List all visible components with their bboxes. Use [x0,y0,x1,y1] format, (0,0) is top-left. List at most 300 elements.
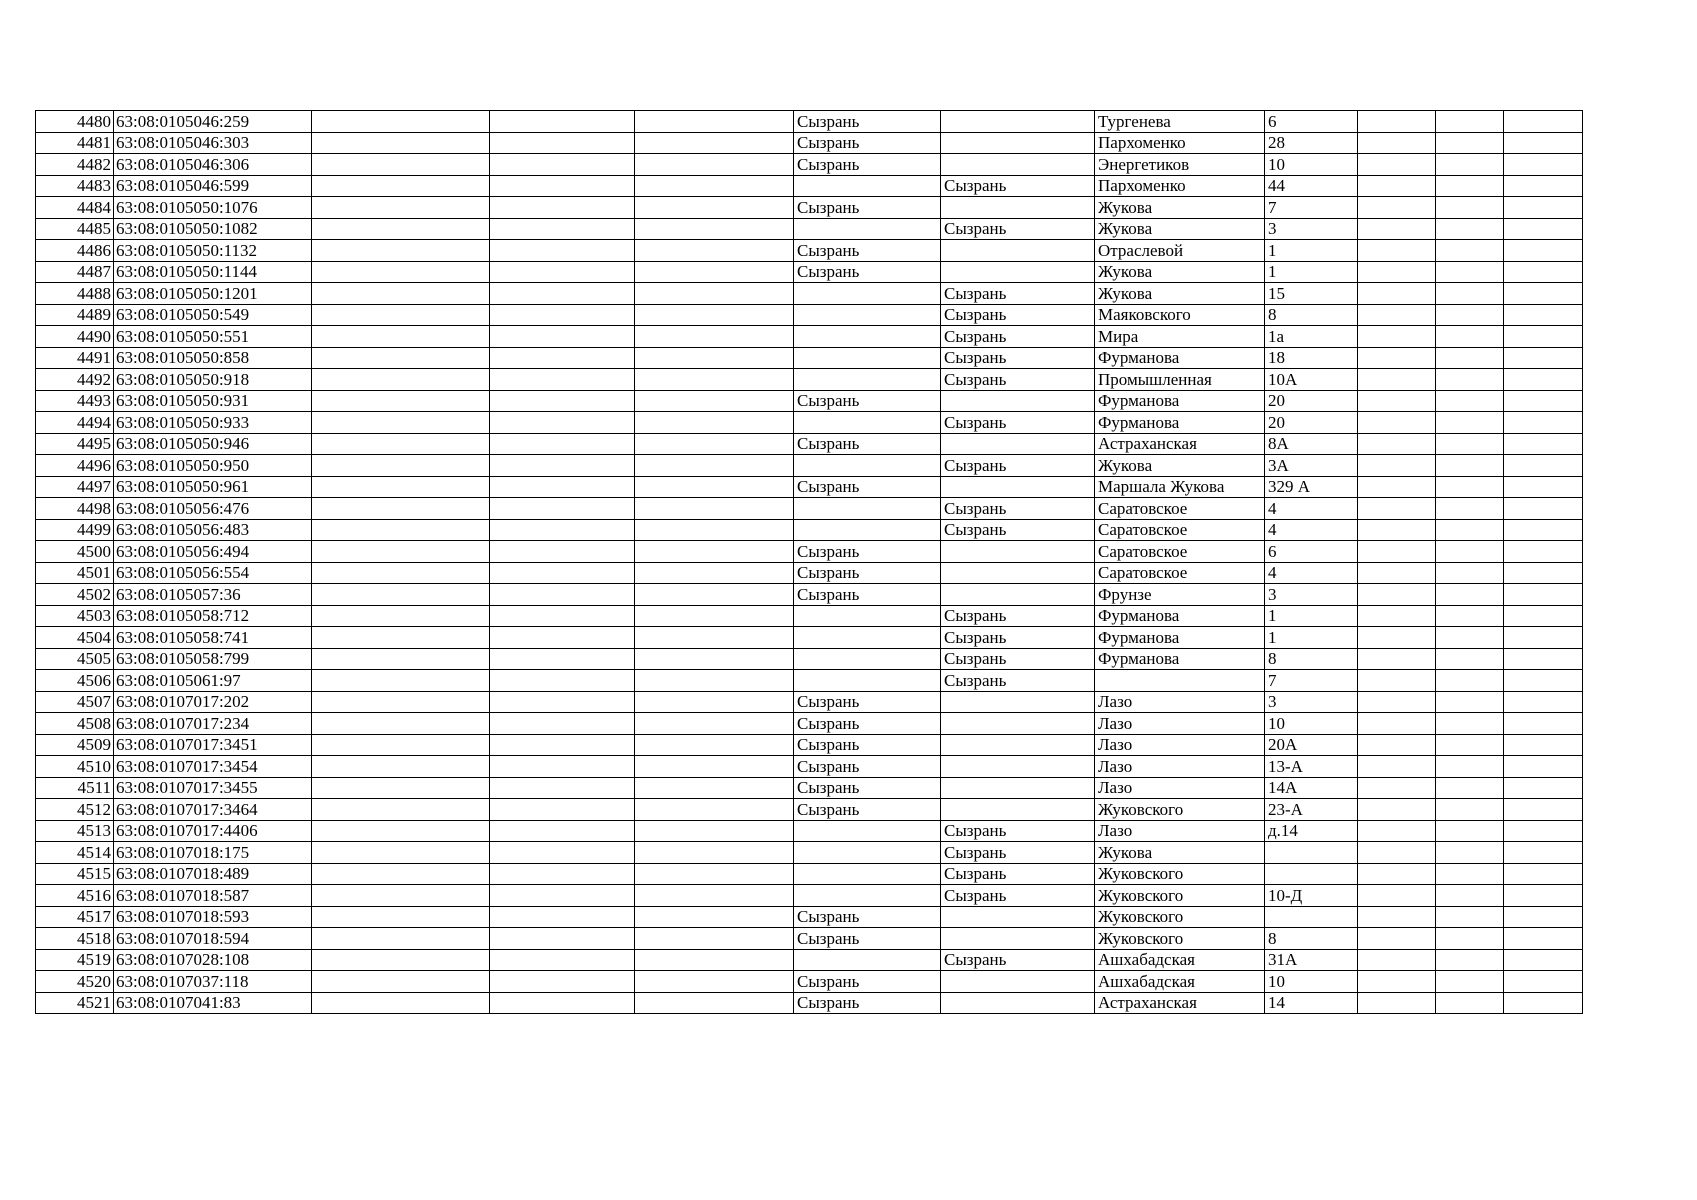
col-11-cell [1436,756,1504,778]
house-number-cell: 23-А [1265,799,1358,821]
street-cell: Лазо [1095,820,1265,842]
col-12-cell [1504,992,1583,1014]
city-a-cell: Сызрань [794,433,941,455]
col-12-cell [1504,670,1583,692]
col-10-cell [1358,928,1436,950]
house-number-cell: 18 [1265,347,1358,369]
col-5-cell [635,132,794,154]
col-12-cell [1504,132,1583,154]
city-a-cell: Сызрань [794,562,941,584]
col-11-cell [1436,992,1504,1014]
col-10-cell [1358,863,1436,885]
city-a-cell: Сызрань [794,906,941,928]
col-11-cell [1436,605,1504,627]
col-10-cell [1358,154,1436,176]
row-number-cell: 4493 [36,390,114,412]
col-5-cell [635,928,794,950]
cadastral-number-cell: 63:08:0107018:593 [114,906,312,928]
col-5-cell [635,218,794,240]
house-number-cell: 1 [1265,627,1358,649]
row-number-cell: 4508 [36,713,114,735]
col-5-cell [635,519,794,541]
table-row [36,949,1583,971]
col-5-cell [635,820,794,842]
city-b-cell [941,111,1095,133]
col-10-cell [1358,433,1436,455]
house-number-cell: 1 [1265,605,1358,627]
table-row [36,218,1583,240]
table-row [36,261,1583,283]
city-b-cell [941,261,1095,283]
house-number-cell [1265,842,1358,864]
table-row [36,928,1583,950]
col-11-cell [1436,906,1504,928]
house-number-cell: 20 [1265,390,1358,412]
col-5-cell [635,154,794,176]
city-a-cell [794,326,941,348]
table-row [36,476,1583,498]
table-body [36,111,1583,1014]
city-a-cell [794,304,941,326]
street-cell: Жукова [1095,197,1265,219]
city-b-cell: Сызрань [941,863,1095,885]
house-number-cell: 6 [1265,111,1358,133]
street-cell: Фрунзе [1095,584,1265,606]
col-11-cell [1436,842,1504,864]
col-12-cell [1504,971,1583,993]
house-number-cell: 10-Д [1265,885,1358,907]
col-11-cell [1436,713,1504,735]
row-number-cell: 4486 [36,240,114,262]
col-10-cell [1358,605,1436,627]
cadastral-number-cell: 63:08:0107017:202 [114,691,312,713]
col-12-cell [1504,928,1583,950]
col-5-cell [635,562,794,584]
street-cell: Жуковского [1095,863,1265,885]
col-5-cell [635,433,794,455]
col-10-cell [1358,476,1436,498]
city-a-cell [794,519,941,541]
col-11-cell [1436,433,1504,455]
cadastral-number-cell: 63:08:0105050:1201 [114,283,312,305]
col-4-cell [490,283,635,305]
col-12-cell [1504,713,1583,735]
city-a-cell [794,218,941,240]
col-11-cell [1436,799,1504,821]
row-number-cell: 4491 [36,347,114,369]
col-12-cell [1504,498,1583,520]
col-11-cell [1436,175,1504,197]
street-cell: Жуковского [1095,906,1265,928]
col-4-cell [490,175,635,197]
col-4-cell [490,777,635,799]
col-12-cell [1504,605,1583,627]
table-row [36,584,1583,606]
row-number-cell: 4510 [36,756,114,778]
city-b-cell [941,197,1095,219]
street-cell: Саратовское [1095,562,1265,584]
house-number-cell: 4 [1265,498,1358,520]
col-11-cell [1436,820,1504,842]
street-cell: Фурманова [1095,347,1265,369]
col-4-cell [490,799,635,821]
street-cell: Саратовское [1095,519,1265,541]
street-cell: Астраханская [1095,433,1265,455]
col-4-cell [490,691,635,713]
street-cell: Энергетиков [1095,154,1265,176]
col-5-cell [635,347,794,369]
city-a-cell: Сызрань [794,713,941,735]
city-b-cell [941,240,1095,262]
col-5-cell [635,777,794,799]
row-number-cell: 4509 [36,734,114,756]
city-a-cell [794,648,941,670]
col-12-cell [1504,885,1583,907]
col-5-cell [635,627,794,649]
col-12-cell [1504,863,1583,885]
cadastral-number-cell: 63:08:0105046:303 [114,132,312,154]
house-number-cell: 31А [1265,949,1358,971]
cadastral-number-cell: 63:08:0105058:799 [114,648,312,670]
col-4-cell [490,648,635,670]
table-row [36,347,1583,369]
street-cell: Жуковского [1095,885,1265,907]
row-number-cell: 4506 [36,670,114,692]
city-b-cell: Сызрань [941,885,1095,907]
city-b-cell: Сызрань [941,949,1095,971]
street-cell [1095,670,1265,692]
row-number-cell: 4502 [36,584,114,606]
row-number-cell: 4521 [36,992,114,1014]
col-10-cell [1358,627,1436,649]
city-b-cell [941,541,1095,563]
col-11-cell [1436,670,1504,692]
col-3-cell [312,476,490,498]
col-3-cell [312,369,490,391]
cadastral-number-cell: 63:08:0105058:712 [114,605,312,627]
col-12-cell [1504,541,1583,563]
col-5-cell [635,412,794,434]
house-number-cell: 3А [1265,455,1358,477]
col-3-cell [312,670,490,692]
city-a-cell [794,949,941,971]
col-3-cell [312,799,490,821]
city-a-cell [794,627,941,649]
col-5-cell [635,390,794,412]
city-b-cell [941,562,1095,584]
col-10-cell [1358,713,1436,735]
row-number-cell: 4513 [36,820,114,842]
col-3-cell [312,304,490,326]
city-b-cell [941,476,1095,498]
col-4-cell [490,476,635,498]
house-number-cell: 10А [1265,369,1358,391]
col-12-cell [1504,261,1583,283]
cadastral-number-cell: 63:08:0107017:234 [114,713,312,735]
house-number-cell: 3 [1265,218,1358,240]
col-10-cell [1358,498,1436,520]
col-3-cell [312,433,490,455]
col-11-cell [1436,584,1504,606]
col-3-cell [312,777,490,799]
col-5-cell [635,756,794,778]
street-cell: Саратовское [1095,541,1265,563]
table-row [36,111,1583,133]
cadastral-number-cell: 63:08:0105061:97 [114,670,312,692]
col-4-cell [490,949,635,971]
col-3-cell [312,519,490,541]
cadastral-number-cell: 63:08:0107017:4406 [114,820,312,842]
street-cell: Маршала Жукова [1095,476,1265,498]
table-row [36,326,1583,348]
col-10-cell [1358,842,1436,864]
city-a-cell: Сызрань [794,971,941,993]
col-4-cell [490,261,635,283]
table-row [36,132,1583,154]
city-a-cell: Сызрань [794,154,941,176]
table-row [36,670,1583,692]
col-11-cell [1436,519,1504,541]
street-cell: Жуковского [1095,928,1265,950]
col-5-cell [635,605,794,627]
col-12-cell [1504,111,1583,133]
col-11-cell [1436,283,1504,305]
row-number-cell: 4505 [36,648,114,670]
cadastral-number-cell: 63:08:0107018:587 [114,885,312,907]
col-4-cell [490,971,635,993]
col-12-cell [1504,390,1583,412]
col-5-cell [635,863,794,885]
col-11-cell [1436,304,1504,326]
cadastral-number-cell: 63:08:0105050:1132 [114,240,312,262]
col-11-cell [1436,648,1504,670]
cadastral-number-cell: 63:08:0105056:494 [114,541,312,563]
row-number-cell: 4483 [36,175,114,197]
col-11-cell [1436,261,1504,283]
row-number-cell: 4480 [36,111,114,133]
col-3-cell [312,498,490,520]
row-number-cell: 4490 [36,326,114,348]
col-5-cell [635,885,794,907]
row-number-cell: 4518 [36,928,114,950]
col-4-cell [490,562,635,584]
city-a-cell [794,863,941,885]
row-number-cell: 4492 [36,369,114,391]
street-cell: Астраханская [1095,992,1265,1014]
city-a-cell [794,455,941,477]
street-cell: Саратовское [1095,498,1265,520]
property-table [35,110,1583,1014]
col-5-cell [635,541,794,563]
city-a-cell: Сызрань [794,132,941,154]
row-number-cell: 4494 [36,412,114,434]
col-12-cell [1504,842,1583,864]
col-10-cell [1358,799,1436,821]
col-3-cell [312,928,490,950]
city-b-cell: Сызрань [941,820,1095,842]
col-4-cell [490,541,635,563]
col-12-cell [1504,476,1583,498]
city-b-cell: Сызрань [941,648,1095,670]
city-a-cell: Сызрань [794,261,941,283]
col-11-cell [1436,154,1504,176]
col-3-cell [312,971,490,993]
col-12-cell [1504,691,1583,713]
cadastral-number-cell: 63:08:0107018:175 [114,842,312,864]
street-cell: Фурманова [1095,648,1265,670]
col-3-cell [312,863,490,885]
city-a-cell [794,283,941,305]
col-5-cell [635,691,794,713]
col-10-cell [1358,885,1436,907]
col-3-cell [312,584,490,606]
col-5-cell [635,648,794,670]
row-number-cell: 4514 [36,842,114,864]
col-3-cell [312,283,490,305]
col-5-cell [635,240,794,262]
col-12-cell [1504,412,1583,434]
table-row [36,541,1583,563]
col-5-cell [635,261,794,283]
col-11-cell [1436,928,1504,950]
col-10-cell [1358,304,1436,326]
col-5-cell [635,906,794,928]
row-number-cell: 4511 [36,777,114,799]
col-3-cell [312,197,490,219]
col-12-cell [1504,906,1583,928]
col-12-cell [1504,584,1583,606]
city-b-cell [941,971,1095,993]
col-3-cell [312,175,490,197]
col-10-cell [1358,218,1436,240]
city-b-cell [941,713,1095,735]
col-12-cell [1504,304,1583,326]
col-11-cell [1436,132,1504,154]
cadastral-number-cell: 63:08:0105050:1082 [114,218,312,240]
street-cell: Жукова [1095,283,1265,305]
cadastral-number-cell: 63:08:0105050:950 [114,455,312,477]
col-12-cell [1504,799,1583,821]
table-row [36,691,1583,713]
col-5-cell [635,175,794,197]
city-a-cell: Сызрань [794,799,941,821]
city-a-cell: Сызрань [794,734,941,756]
col-4-cell [490,627,635,649]
street-cell: Маяковского [1095,304,1265,326]
city-b-cell [941,756,1095,778]
col-4-cell [490,154,635,176]
house-number-cell: 8 [1265,304,1358,326]
col-4-cell [490,218,635,240]
col-11-cell [1436,476,1504,498]
cadastral-number-cell: 63:08:0105050:946 [114,433,312,455]
row-number-cell: 4503 [36,605,114,627]
col-10-cell [1358,734,1436,756]
col-11-cell [1436,562,1504,584]
col-10-cell [1358,820,1436,842]
city-b-cell [941,799,1095,821]
col-10-cell [1358,756,1436,778]
house-number-cell: 1 [1265,261,1358,283]
city-b-cell: Сызрань [941,842,1095,864]
street-cell: Пархоменко [1095,175,1265,197]
row-number-cell: 4499 [36,519,114,541]
table-row [36,713,1583,735]
table-row [36,562,1583,584]
col-3-cell [312,111,490,133]
street-cell: Жукова [1095,218,1265,240]
row-number-cell: 4489 [36,304,114,326]
street-cell: Фурманова [1095,605,1265,627]
table-row [36,971,1583,993]
row-number-cell: 4496 [36,455,114,477]
col-3-cell [312,713,490,735]
row-number-cell: 4495 [36,433,114,455]
city-a-cell: Сызрань [794,928,941,950]
col-5-cell [635,992,794,1014]
street-cell: Фурманова [1095,390,1265,412]
col-12-cell [1504,820,1583,842]
col-4-cell [490,670,635,692]
city-b-cell: Сызрань [941,347,1095,369]
col-4-cell [490,885,635,907]
table-row [36,283,1583,305]
table-row [36,304,1583,326]
table-row [36,820,1583,842]
row-number-cell: 4498 [36,498,114,520]
city-a-cell: Сызрань [794,691,941,713]
col-3-cell [312,906,490,928]
city-a-cell: Сызрань [794,756,941,778]
table-row [36,455,1583,477]
street-cell: Ашхабадская [1095,949,1265,971]
row-number-cell: 4517 [36,906,114,928]
cadastral-number-cell: 63:08:0105050:931 [114,390,312,412]
city-b-cell [941,433,1095,455]
col-10-cell [1358,326,1436,348]
city-b-cell [941,734,1095,756]
city-a-cell [794,412,941,434]
row-number-cell: 4501 [36,562,114,584]
row-number-cell: 4519 [36,949,114,971]
col-11-cell [1436,541,1504,563]
table-row [36,175,1583,197]
col-10-cell [1358,519,1436,541]
col-3-cell [312,347,490,369]
col-12-cell [1504,154,1583,176]
table-row [36,498,1583,520]
col-3-cell [312,691,490,713]
col-5-cell [635,971,794,993]
house-number-cell: 7 [1265,670,1358,692]
street-cell: Лазо [1095,713,1265,735]
col-5-cell [635,369,794,391]
street-cell: Лазо [1095,691,1265,713]
col-11-cell [1436,691,1504,713]
table-row [36,799,1583,821]
cadastral-number-cell: 63:08:0105057:36 [114,584,312,606]
col-10-cell [1358,691,1436,713]
city-b-cell: Сызрань [941,519,1095,541]
cadastral-number-cell: 63:08:0107037:118 [114,971,312,993]
table-row [36,734,1583,756]
house-number-cell: 10 [1265,154,1358,176]
city-b-cell: Сызрань [941,605,1095,627]
col-10-cell [1358,562,1436,584]
row-number-cell: 4516 [36,885,114,907]
table-row [36,863,1583,885]
col-4-cell [490,906,635,928]
